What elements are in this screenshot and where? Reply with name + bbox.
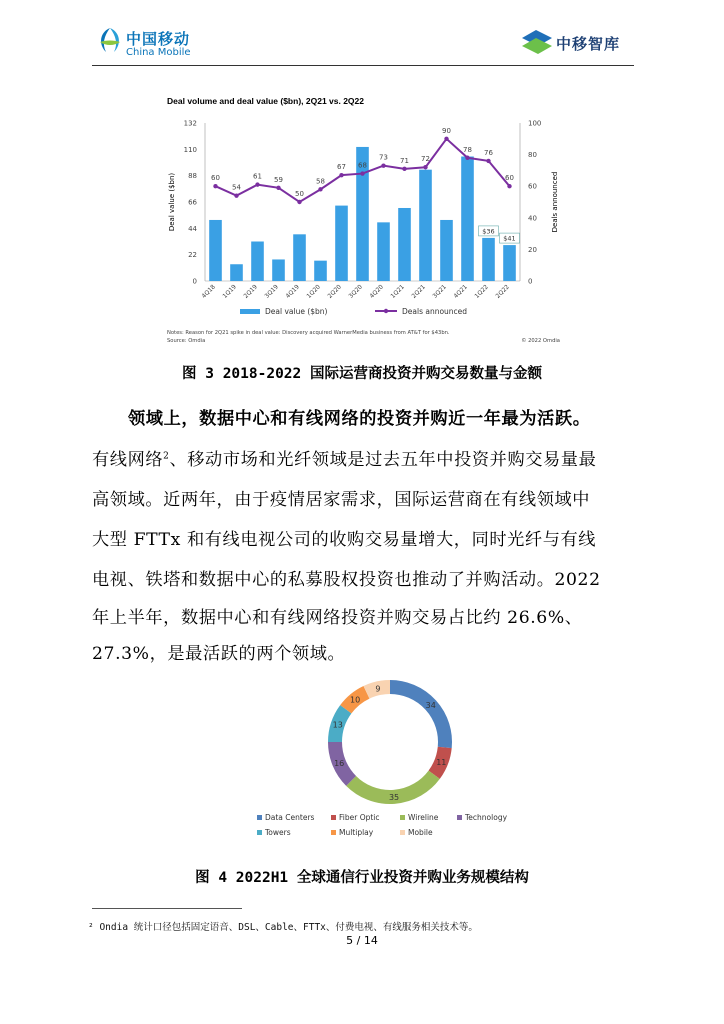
body-line-2: 高领域。近两年，由于疫情居家需求，国际运营商在有线领域中: [92, 490, 591, 510]
donut-legend-swatch: [457, 815, 462, 820]
deals-announced-label: 71: [400, 156, 409, 165]
chart-source: Source: Omdia: [167, 338, 206, 344]
legend-bar-swatch: [240, 309, 260, 314]
donut-legend-label: Wireline: [408, 813, 439, 822]
body-line-1a: 有线网络: [92, 450, 164, 470]
x-tick-label: 4Q20: [368, 283, 385, 300]
donut-value-label: 13: [332, 720, 343, 730]
y2-tick-label: 60: [528, 182, 537, 191]
x-tick-label: 2Q20: [326, 283, 343, 300]
bar-callout-label: $36: [482, 227, 495, 236]
donut-legend-swatch: [400, 815, 405, 820]
y2-tick-label: 20: [528, 245, 537, 254]
deal-value-bar: [230, 264, 243, 281]
deals-announced-point: [444, 137, 448, 141]
deals-announced-label: 50: [295, 190, 304, 198]
header-divider: [92, 65, 634, 66]
deal-value-bar: [440, 220, 453, 281]
deals-announced-label: 59: [274, 175, 283, 184]
body-line-3: 大型 FTTx 和有线电视公司的收购交易量增大，同时光纤与有线: [92, 530, 597, 550]
cmri-logo-icon: [520, 24, 554, 58]
cmri-logo: [520, 24, 630, 60]
deal-value-bar: [461, 157, 474, 281]
deals-announced-point: [297, 200, 301, 204]
deals-announced-point: [507, 184, 511, 188]
figure-4-caption: 图 4 2022H1 全球通信行业投资并购业务规模结构: [195, 870, 529, 886]
x-tick-label: 1Q20: [305, 283, 322, 300]
y-tick-label: 132: [183, 119, 197, 128]
deal-value-bar: [209, 220, 222, 281]
x-tick-label: 4Q19: [284, 283, 301, 300]
y-tick-label: 110: [183, 145, 197, 154]
y2-tick-label: 80: [528, 151, 537, 160]
deals-announced-point: [486, 159, 490, 163]
y2-tick-label: 0: [528, 277, 533, 286]
deals-announced-point: [339, 173, 343, 177]
deals-announced-point: [360, 171, 364, 175]
china-mobile-name-cn: 中国移动: [126, 30, 191, 48]
x-tick-label: 2Q22: [494, 283, 511, 300]
footnote-divider: [92, 908, 242, 909]
deal-value-bar: [482, 238, 495, 281]
x-tick-label: 1Q19: [221, 283, 238, 300]
china-mobile-logo: [96, 26, 206, 62]
donut-value-label: 16: [334, 759, 345, 769]
deals-announced-point: [213, 184, 217, 188]
deal-value-bar: [251, 242, 264, 282]
china-mobile-logo-icon: [96, 26, 124, 56]
deal-value-bar: [272, 259, 285, 281]
body-line-4: 电视、铁塔和数据中心的私募股权投资也推动了并购活动。2022: [92, 570, 601, 590]
donut-legend-swatch: [331, 830, 336, 835]
deals-announced-point: [465, 156, 469, 160]
donut-legend-label: Technology: [465, 813, 508, 822]
donut-legend-swatch: [257, 815, 262, 820]
deals-announced-label: 78: [463, 145, 472, 154]
footnote-ref: 2: [163, 451, 170, 462]
deal-value-bar: [419, 170, 432, 281]
legend-bar-label: Deal value ($bn): [265, 307, 328, 316]
footnote: ² Ondia 统计口径包括固定语音、DSL、Cable、FTTx、付费电视、有线服务相关技术等。: [88, 922, 478, 933]
deals-announced-label: 68: [358, 161, 367, 170]
y-tick-label: 88: [188, 172, 197, 181]
donut-legend-swatch: [400, 830, 405, 835]
donut-legend-label: Mobile: [408, 828, 433, 837]
donut-value-label: 34: [425, 701, 436, 711]
deals-announced-label: 61: [253, 172, 262, 181]
deals-announced-label: 76: [484, 148, 493, 157]
chart-title: Deal volume and deal value ($bn), 2Q21 vs. 2Q22: [167, 96, 364, 106]
y-tick-label: 66: [188, 198, 197, 207]
deal-value-bar: [398, 208, 411, 281]
deals-announced-point: [276, 186, 280, 190]
deals-announced-point: [318, 187, 322, 191]
y2-axis-label: Deals announced: [551, 171, 559, 233]
y2-tick-label: 40: [528, 214, 537, 223]
y-tick-label: 22: [188, 251, 197, 260]
body-line-5: 年上半年，数据中心和有线网络投资并购交易占比约 26.6%、: [92, 608, 583, 628]
deal-value-bar: [377, 222, 390, 281]
chart-copyright: © 2022 Omdia: [521, 338, 560, 344]
deals-announced-label: 90: [442, 126, 451, 135]
deals-announced-label: 54: [232, 183, 241, 192]
x-tick-label: 2Q19: [242, 283, 259, 300]
donut-slice-data-centers: [390, 687, 445, 747]
body-lead-sentence: 领域上，数据中心和有线网络的投资并购近一年最为活跃。: [128, 409, 591, 429]
y-tick-label: 0: [192, 277, 197, 286]
y-tick-label: 44: [188, 224, 197, 233]
body-line-1: [92, 445, 640, 470]
donut-legend-label: Fiber Optic: [339, 813, 380, 822]
donut-value-label: 11: [436, 757, 447, 767]
x-tick-label: 3Q20: [347, 283, 364, 300]
x-tick-label: 1Q21: [389, 283, 406, 300]
x-tick-label: 2Q21: [410, 283, 427, 300]
deal-value-bar: [293, 234, 306, 281]
x-tick-label: 3Q21: [431, 283, 448, 300]
donut-legend-swatch: [331, 815, 336, 820]
legend-line-label: Deals announced: [402, 307, 468, 316]
x-tick-label: 4Q18: [200, 283, 217, 300]
deals-announced-label: 58: [316, 177, 325, 186]
donut-value-label: 35: [388, 792, 400, 802]
x-tick-label: 3Q19: [263, 283, 280, 300]
chart-notes: Notes: Reason for 2Q21 spike in deal value: Discovery acquired WarnerMedia business from AT&T for $43bn.: [167, 330, 450, 336]
body-line-1b: 、移动市场和光纤领域是过去五年中投资并购交易量最: [169, 450, 597, 470]
donut-value-label: 10: [350, 695, 361, 705]
donut-legend-swatch: [257, 830, 262, 835]
deals-announced-label: 60: [505, 174, 514, 183]
cmri-name-cn: 中移智库: [556, 35, 621, 53]
deals-announced-point: [381, 163, 385, 167]
x-tick-label: 4Q21: [452, 283, 469, 300]
deals-announced-label: 73: [379, 153, 388, 162]
body-line-6: 27.3%，是最活跃的两个领域。: [92, 644, 346, 664]
donut-legend-label: Towers: [265, 828, 291, 837]
page-number: 5 / 14: [346, 934, 378, 947]
x-tick-label: 1Q22: [473, 283, 490, 300]
deals-announced-label: 60: [211, 174, 220, 183]
donut-value-label: 9: [375, 684, 381, 694]
y-axis-label: Deal value ($bn): [168, 172, 176, 232]
deals-announced-label: 67: [337, 163, 346, 172]
china-mobile-name-en: China Mobile: [126, 47, 191, 58]
deals-announced-point: [255, 182, 259, 186]
donut-legend-label: Multiplay: [339, 828, 374, 837]
deals-announced-point: [402, 167, 406, 171]
y2-tick-label: 100: [528, 119, 542, 128]
donut-legend-label: Data Centers: [265, 813, 315, 822]
deals-announced-label: 72: [421, 155, 430, 164]
figure-3-caption: 图 3 2018-2022 国际运营商投资并购交易数量与金额: [182, 366, 542, 382]
deal-value-bar: [314, 261, 327, 281]
deal-volume-chart: [155, 92, 575, 350]
deal-value-bar: [503, 245, 516, 281]
deal-value-bar: [335, 206, 348, 281]
deals-announced-point: [423, 165, 427, 169]
bar-callout-label: $41: [503, 234, 516, 243]
ma-structure-donut: [245, 670, 525, 850]
legend-line-marker: [384, 309, 388, 313]
deals-announced-point: [234, 193, 238, 197]
